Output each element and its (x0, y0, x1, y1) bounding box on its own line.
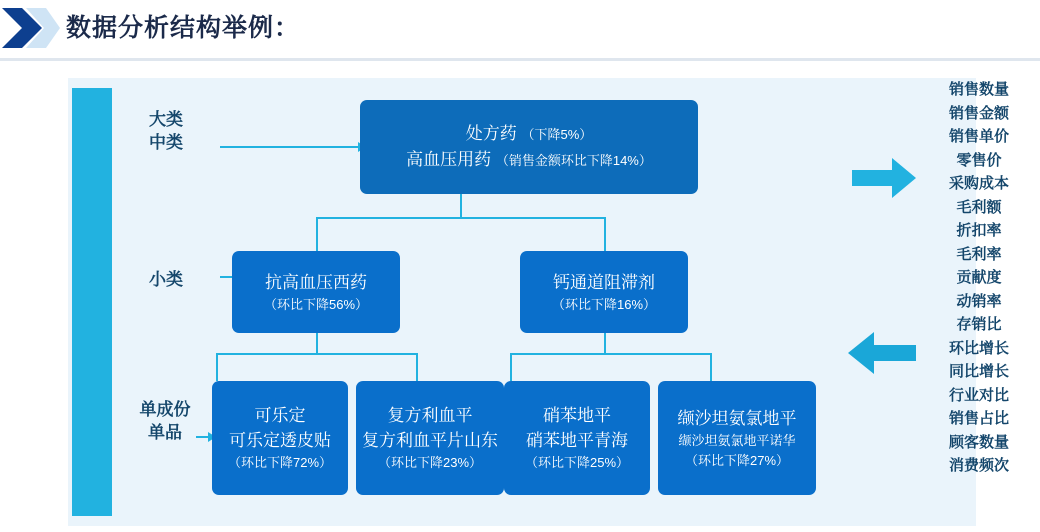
node-mid-right[interactable] (520, 251, 688, 333)
node-top-line2-sub: （销售金额环比下降14%） (495, 153, 652, 168)
connector-to-mid-left (316, 217, 318, 251)
level-pointer-major (220, 146, 360, 148)
metric-item: 消费频次 (948, 457, 1009, 474)
connector-leaf2 (416, 353, 418, 381)
connector-leaf4 (710, 353, 712, 381)
metric-item: 环比增长 (948, 339, 1009, 357)
node-leaf1-line2: 可乐定透皮贴 (229, 431, 331, 450)
node-leaf1-line1: 可乐定 (254, 406, 306, 425)
node-leaf1-sub: （环比下降72%） (227, 455, 333, 470)
connector-mid-right-stem (604, 333, 606, 355)
metric-item: 行业对比 (948, 386, 1009, 404)
double-chevron-right-icon (0, 6, 62, 50)
level-indicator-bar (72, 88, 112, 516)
connector-leaf1 (216, 353, 218, 381)
connector-leaf3 (510, 353, 512, 381)
level-label-major-line1: 大类 (149, 110, 183, 129)
node-top-line2 (406, 147, 652, 173)
metric-item: 动销率 (956, 292, 1002, 310)
arrow-right-icon (852, 158, 916, 198)
node-top-line1-sub: （下降5%） (521, 127, 593, 142)
metric-item: 零售价 (956, 151, 1002, 169)
node-leaf4-sub: （环比下降27%） (684, 452, 790, 468)
node-leaf3-line1: 硝苯地平 (543, 406, 611, 425)
node-top-line1-main: 处方药 (465, 124, 517, 143)
metric-item: 毛利额 (956, 198, 1002, 216)
level-label-single-line2: 单品 (148, 423, 182, 442)
metrics-list (918, 78, 1040, 526)
node-mid-left-title: 抗高血压西药 (265, 272, 367, 292)
node-leaf3-line2: 硝苯地平青海 (526, 431, 628, 450)
metric-item: 采购成本 (948, 175, 1009, 192)
node-mid-right-title: 钙通道阻滞剂 (553, 272, 655, 292)
level-label-minor (118, 268, 214, 291)
metric-item: 顾客数量 (948, 433, 1009, 451)
level-label-major-line2: 中类 (149, 133, 183, 152)
metric-item: 折扣率 (956, 222, 1002, 239)
node-top-line1 (466, 121, 593, 147)
node-mid-left[interactable] (232, 251, 400, 333)
arrow-left-icon (848, 332, 916, 374)
metric-item: 存销比 (956, 316, 1002, 333)
metric-item: 销售占比 (948, 410, 1009, 427)
metric-item: 销售单价 (948, 128, 1009, 145)
node-mid-right-sub: （环比下降16%） (551, 296, 657, 312)
metric-item: 毛利率 (956, 245, 1002, 263)
page-title: 数据分析结构举例： (66, 14, 301, 42)
node-leaf-xiaobendiping[interactable] (504, 381, 650, 495)
node-leaf4-line1: 缬沙坦氨氯地平 (677, 408, 797, 428)
header-divider (0, 58, 1040, 61)
node-mid-left-sub: （环比下降56%） (263, 296, 369, 312)
connector-top-stem (460, 193, 462, 219)
node-leaf-fufanglixueping[interactable] (356, 381, 504, 495)
metric-item: 同比增长 (948, 363, 1009, 380)
level-label-major (118, 108, 214, 154)
connector-to-mid-right (604, 217, 606, 251)
node-leaf2-sub: （环比下降23%） (377, 455, 483, 470)
connector-mid-right-bus (510, 353, 710, 355)
node-top-category[interactable] (360, 100, 698, 194)
node-leaf-kelding[interactable] (212, 381, 348, 495)
node-leaf4-line2: 缬沙坦氨氯地平诺华 (678, 432, 796, 448)
connector-mid-left-bus (216, 353, 416, 355)
diagram-panel (68, 78, 976, 526)
level-label-minor-line1: 小类 (149, 270, 183, 289)
metric-item: 销售金额 (948, 104, 1009, 122)
node-leaf2-line1: 复方利血平 (387, 406, 473, 425)
connector-top-bus (316, 217, 606, 219)
level-label-single-line1: 单成份 (139, 400, 191, 419)
node-leaf-xieshatan[interactable] (658, 381, 816, 495)
node-leaf3-sub: （环比下降25%） (524, 455, 630, 470)
connector-mid-left-stem (316, 333, 318, 355)
node-top-line2-main: 高血压用药 (406, 150, 492, 169)
page-header (0, 0, 1040, 62)
metric-item: 销售数量 (948, 81, 1009, 98)
node-leaf2-line2: 复方利血平片山东 (362, 431, 498, 450)
metric-item: 贡献度 (956, 269, 1002, 286)
